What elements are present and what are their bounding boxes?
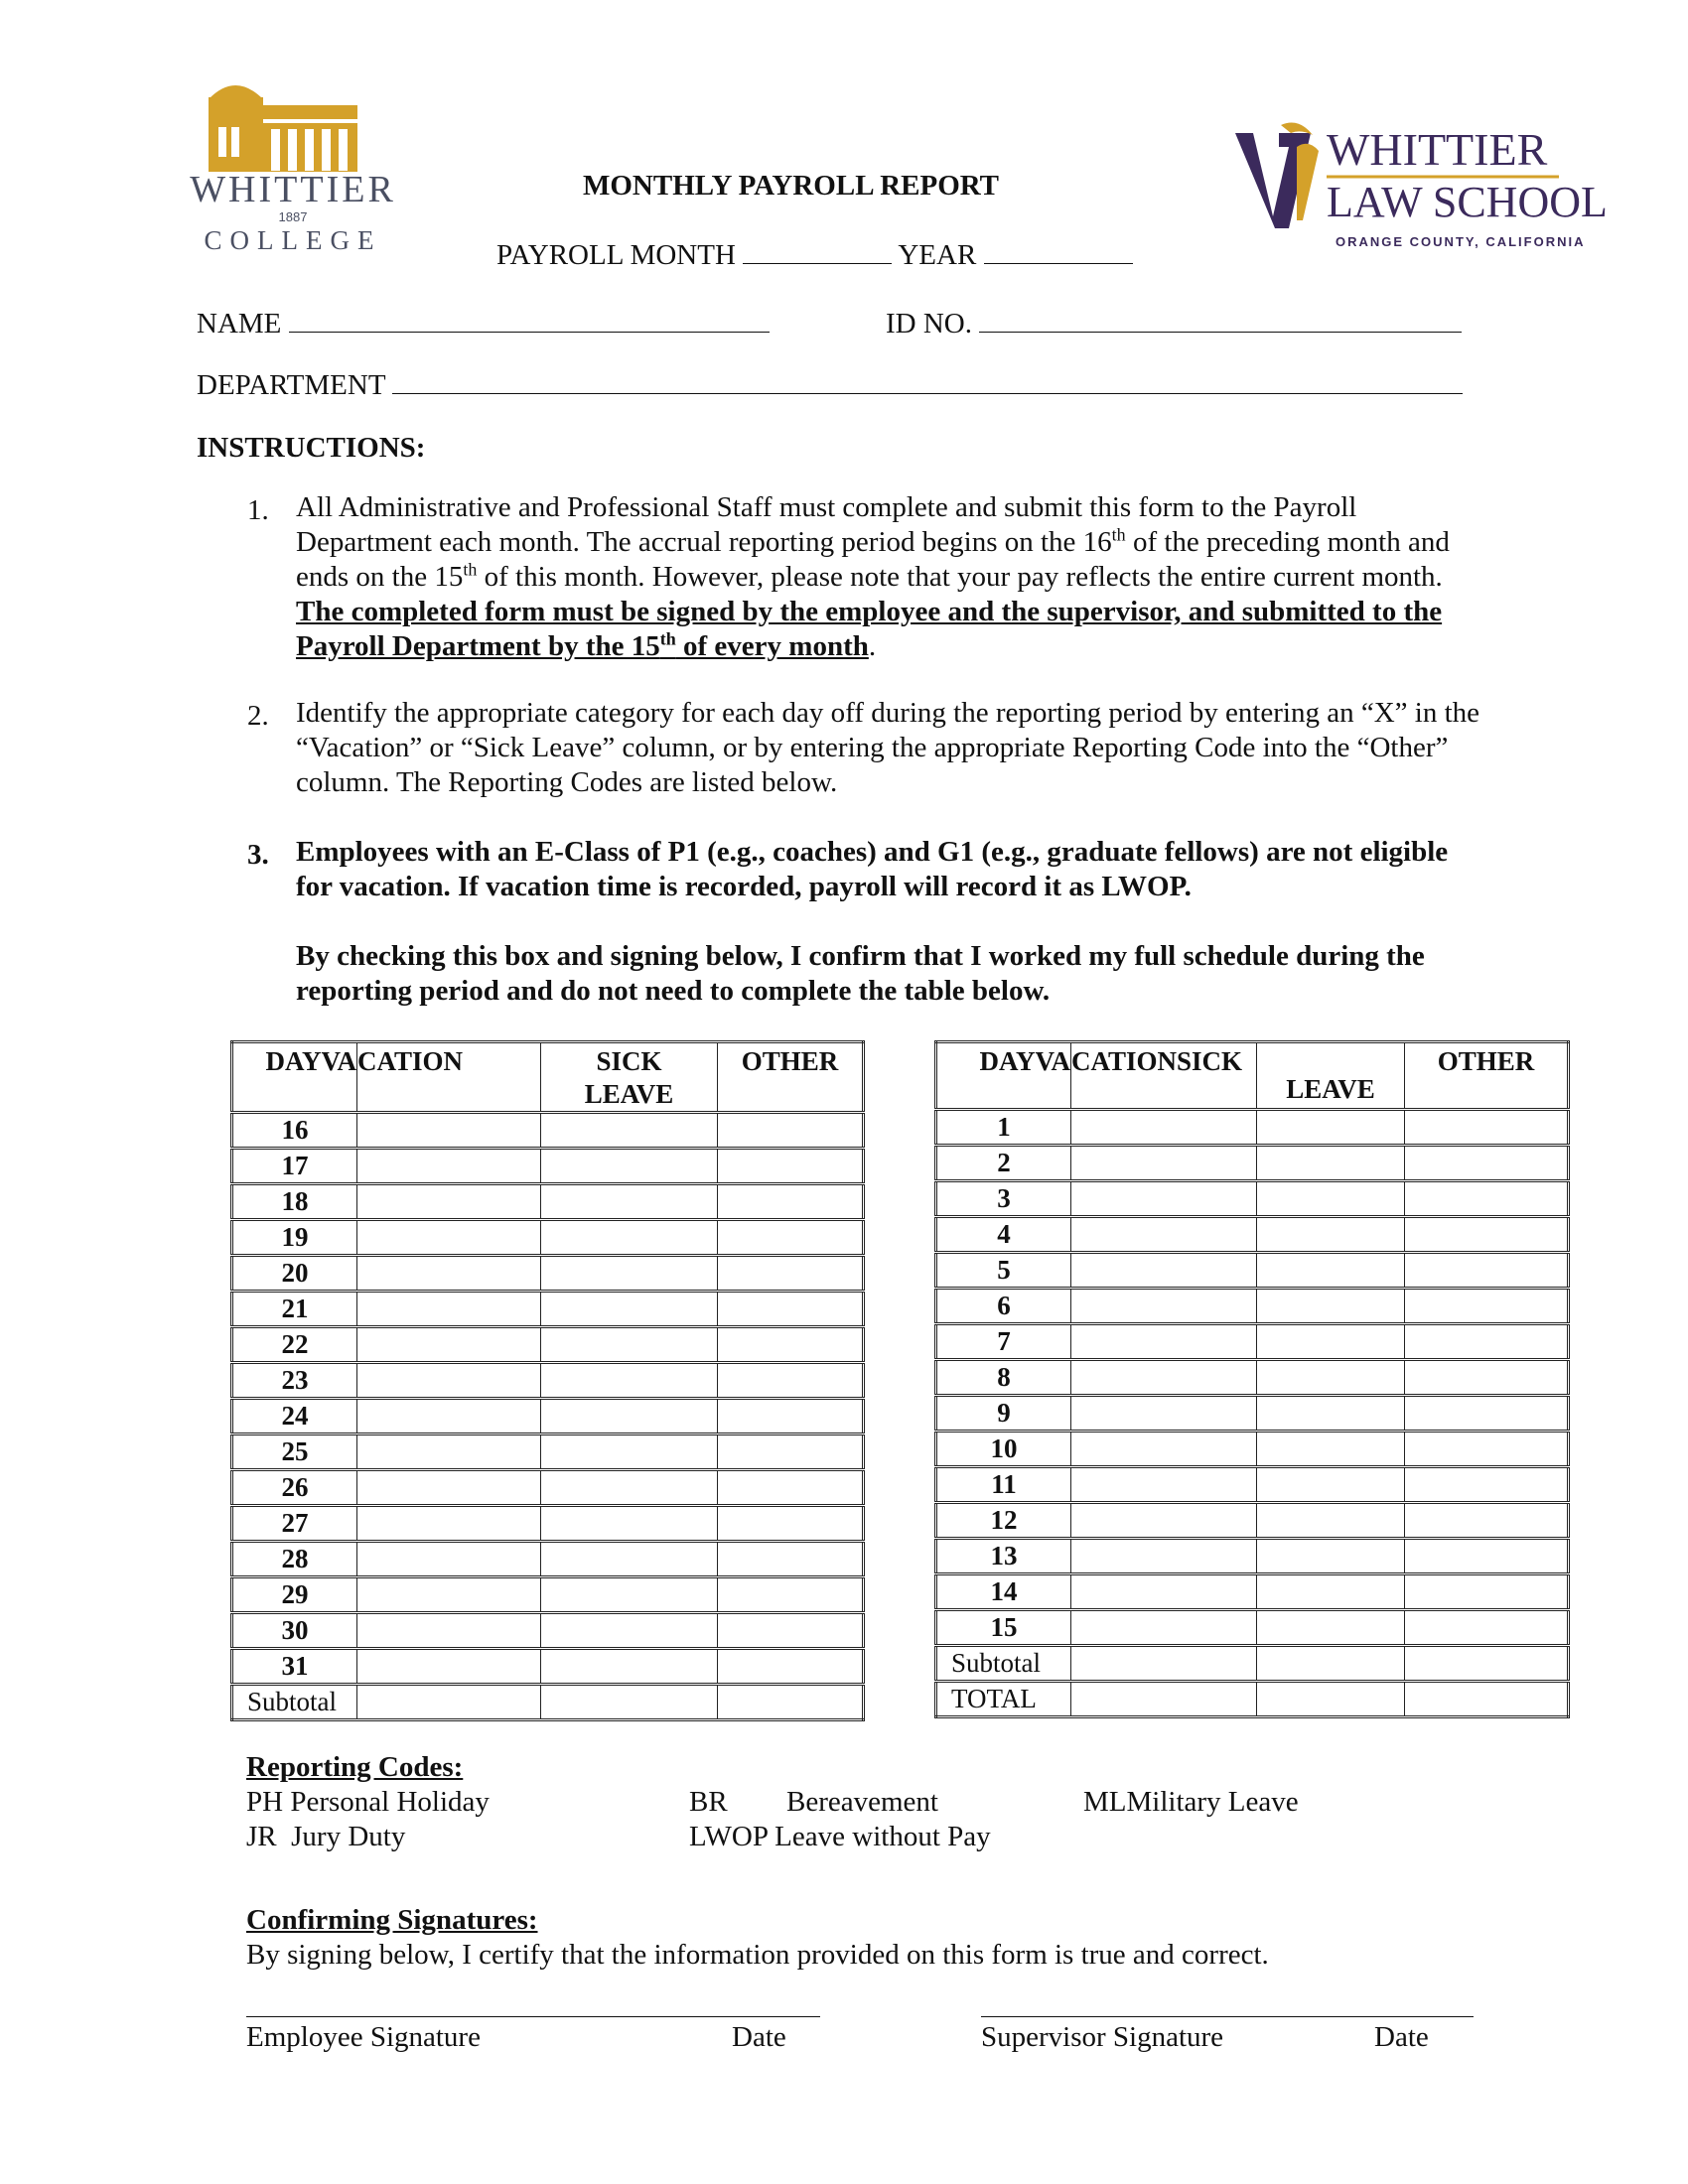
vacation-cell[interactable]: [357, 1542, 541, 1577]
day-number: 31: [232, 1649, 357, 1685]
table-row: [936, 1217, 1569, 1253]
table-header: [936, 1042, 1569, 1110]
day-number: 23: [232, 1363, 357, 1399]
item3-text: Employees with an E-Class of P1 (e.g., coaches) and G1 (e.g., graduate fellows) are not eligible for vacation. If vacation time is recorded, payroll will record it as LWOP.: [296, 836, 1449, 902]
sick-leave-cell[interactable]: [1257, 1360, 1405, 1396]
days-table-right: [934, 1040, 1570, 1718]
reporting-codes-heading: Reporting Codes:: [246, 1751, 464, 1783]
table-row: [936, 1181, 1569, 1217]
other-cell[interactable]: [718, 1542, 864, 1577]
day-number: 5: [936, 1253, 1071, 1289]
day-number: 16: [232, 1113, 357, 1149]
vacation-cell[interactable]: [357, 1327, 541, 1363]
sick-leave-cell[interactable]: [541, 1399, 718, 1434]
day-number: 3: [936, 1181, 1071, 1217]
table-row: [232, 1506, 864, 1542]
id-label: ID NO.: [886, 308, 972, 340]
other-cell[interactable]: [1405, 1646, 1569, 1682]
day-header: DAYVA: [936, 1042, 1071, 1110]
vacation-cell[interactable]: [1071, 1539, 1257, 1574]
table-row: [936, 1467, 1569, 1503]
sick-leave-cell[interactable]: [1257, 1181, 1405, 1217]
day-number: 26: [232, 1470, 357, 1506]
sick-leave-cell[interactable]: [541, 1506, 718, 1542]
other-cell[interactable]: [1405, 1574, 1569, 1610]
other-cell[interactable]: [718, 1113, 864, 1149]
day-number: 6: [936, 1289, 1071, 1324]
table-row: [232, 1220, 864, 1256]
other-cell[interactable]: [718, 1649, 864, 1685]
vacation-cell[interactable]: [357, 1685, 541, 1720]
other-cell[interactable]: [1405, 1181, 1569, 1217]
other-cell[interactable]: [1405, 1682, 1569, 1717]
other-header: OTHER: [1405, 1042, 1569, 1110]
svg-text:ORANGE COUNTY, CALIFORNIA: ORANGE COUNTY, CALIFORNIA: [1336, 234, 1586, 249]
code-br: BR: [689, 1786, 728, 1818]
table-row: [232, 1184, 864, 1220]
day-number: 21: [232, 1292, 357, 1327]
sick-leave-cell[interactable]: [1257, 1503, 1405, 1539]
table-row: [936, 1360, 1569, 1396]
vacation-cell[interactable]: [357, 1292, 541, 1327]
subtotal-row: [232, 1685, 864, 1720]
sick-leave-cell[interactable]: [1257, 1110, 1405, 1146]
sick-leave-cell[interactable]: [541, 1685, 718, 1720]
department-field[interactable]: [392, 371, 1463, 394]
other-cell[interactable]: [1405, 1503, 1569, 1539]
department-row: [197, 368, 1463, 402]
day-number: 18: [232, 1184, 357, 1220]
day-number: 27: [232, 1506, 357, 1542]
vacation-cell[interactable]: [357, 1149, 541, 1184]
department-label: DEPARTMENT: [197, 369, 386, 401]
sick-leave-cell[interactable]: [541, 1292, 718, 1327]
other-cell[interactable]: [1405, 1217, 1569, 1253]
day-number: 19: [232, 1220, 357, 1256]
sick-leave-header: LEAVE: [1257, 1042, 1405, 1110]
other-cell[interactable]: [718, 1220, 864, 1256]
other-header: OTHER: [718, 1042, 864, 1113]
sick-leave-cell[interactable]: [541, 1363, 718, 1399]
table-row: [232, 1577, 864, 1613]
item1-number: 1.: [247, 494, 269, 526]
sick-leave-cell[interactable]: [541, 1256, 718, 1292]
table-header: [232, 1042, 864, 1113]
day-number: 9: [936, 1396, 1071, 1432]
vacation-cell[interactable]: [1071, 1574, 1257, 1610]
table-row: [936, 1289, 1569, 1324]
code-ph: PH Personal Holiday: [246, 1786, 490, 1818]
vacation-cell[interactable]: [1071, 1503, 1257, 1539]
sick-leave-cell[interactable]: [1257, 1289, 1405, 1324]
law-school-emblem-icon: [1235, 123, 1319, 228]
supervisor-signature-label: Supervisor Signature: [981, 2021, 1224, 2053]
table-row: [232, 1399, 864, 1434]
day-number: 7: [936, 1324, 1071, 1360]
vacation-cell[interactable]: [1071, 1289, 1257, 1324]
payroll-month-field[interactable]: [743, 241, 892, 264]
vacation-cell[interactable]: [357, 1184, 541, 1220]
vacation-cell[interactable]: [357, 1613, 541, 1649]
vacation-cell[interactable]: [357, 1649, 541, 1685]
item2-text: Identify the appropriate category for each day off during the reporting period by entering an “X” in the “Vacation” or “Sick Leave” column, or by entering the appropriate Reporting Code into the “Other” column. The Reporting Codes are listed below.: [296, 697, 1480, 798]
row-label: Subtotal: [232, 1685, 357, 1720]
other-cell[interactable]: [1405, 1324, 1569, 1360]
day-number: 24: [232, 1399, 357, 1434]
table-row: [232, 1613, 864, 1649]
other-cell[interactable]: [1405, 1110, 1569, 1146]
whittier-law-school-logo: [1231, 117, 1608, 266]
sick-leave-cell[interactable]: [1257, 1646, 1405, 1682]
name-field[interactable]: [289, 310, 770, 333]
table-row: [936, 1610, 1569, 1646]
day-number: 17: [232, 1149, 357, 1184]
other-cell[interactable]: [718, 1363, 864, 1399]
svg-text:LAW SCHOOL: LAW SCHOOL: [1327, 178, 1608, 226]
item2-number: 2.: [247, 700, 269, 732]
svg-text:1887: 1887: [278, 209, 308, 224]
code-br-text: Bereavement: [786, 1786, 938, 1818]
name-label: NAME: [197, 308, 282, 340]
total-row: [936, 1682, 1569, 1717]
vacation-cell[interactable]: [1071, 1467, 1257, 1503]
vacation-cell[interactable]: [1071, 1682, 1257, 1717]
sick-leave-cell[interactable]: [1257, 1217, 1405, 1253]
day-number: 14: [936, 1574, 1071, 1610]
table-row: [936, 1574, 1569, 1610]
sick-leave-cell[interactable]: [1257, 1432, 1405, 1467]
day-number: 22: [232, 1327, 357, 1363]
sick-leave-cell[interactable]: [541, 1577, 718, 1613]
sick-leave-cell[interactable]: [541, 1434, 718, 1470]
sick-leave-cell[interactable]: [541, 1149, 718, 1184]
table-row: [936, 1253, 1569, 1289]
svg-text:WHITTIER: WHITTIER: [1327, 124, 1548, 175]
name-row: [197, 307, 770, 341]
table-row: [232, 1292, 864, 1327]
college-building-icon: [209, 85, 357, 172]
id-row: [886, 307, 1462, 341]
other-cell[interactable]: [1405, 1467, 1569, 1503]
deadline-notice: The completed form must be signed by the employee and the supervisor, and submitted to the Payroll Department by the 15th of every month: [296, 596, 1443, 662]
other-cell[interactable]: [718, 1577, 864, 1613]
vacation-cell[interactable]: [1071, 1396, 1257, 1432]
table-row: [936, 1539, 1569, 1574]
other-cell[interactable]: [1405, 1146, 1569, 1181]
instructions-heading: INSTRUCTIONS:: [197, 432, 426, 464]
vacation-cell[interactable]: [1071, 1610, 1257, 1646]
day-number: 1: [936, 1110, 1071, 1146]
day-number: 15: [936, 1610, 1071, 1646]
table-row: [936, 1432, 1569, 1467]
other-cell[interactable]: [1405, 1610, 1569, 1646]
year-label: YEAR: [898, 239, 977, 271]
certification-statement: By signing below, I certify that the information provided on this form is true and correct.: [246, 1939, 1269, 1971]
vacation-cell[interactable]: [1071, 1432, 1257, 1467]
subtotal-row: [936, 1646, 1569, 1682]
other-cell[interactable]: [718, 1470, 864, 1506]
other-cell[interactable]: [718, 1506, 864, 1542]
sick-leave-cell[interactable]: [1257, 1467, 1405, 1503]
row-label: Subtotal: [936, 1646, 1071, 1682]
other-cell[interactable]: [718, 1399, 864, 1434]
vacation-cell[interactable]: [1071, 1217, 1257, 1253]
sick-leave-cell[interactable]: [541, 1542, 718, 1577]
table-row: [232, 1434, 864, 1470]
other-cell[interactable]: [1405, 1539, 1569, 1574]
vacation-cell[interactable]: [357, 1256, 541, 1292]
vacation-header: CATIONSICK: [1071, 1042, 1257, 1110]
vacation-cell[interactable]: [357, 1434, 541, 1470]
other-cell[interactable]: [1405, 1432, 1569, 1467]
sick-leave-cell[interactable]: [1257, 1574, 1405, 1610]
vacation-cell[interactable]: [357, 1470, 541, 1506]
code-lwop: LWOP Leave without Pay: [689, 1821, 991, 1852]
row-label: TOTAL: [936, 1682, 1071, 1717]
vacation-cell[interactable]: [357, 1399, 541, 1434]
other-cell[interactable]: [1405, 1253, 1569, 1289]
day-header: DAYVA: [232, 1042, 357, 1113]
day-number: 8: [936, 1360, 1071, 1396]
employee-signature-label: Employee Signature: [246, 2021, 481, 2053]
table-row: [232, 1149, 864, 1184]
whittier-college-logo: [164, 77, 422, 256]
table-row: [232, 1542, 864, 1577]
vacation-cell[interactable]: [357, 1577, 541, 1613]
sick-leave-cell[interactable]: [541, 1220, 718, 1256]
day-number: 20: [232, 1256, 357, 1292]
svg-text:WHITTIER: WHITTIER: [190, 169, 396, 210]
vacation-cell[interactable]: [357, 1506, 541, 1542]
day-number: 13: [936, 1539, 1071, 1574]
table-row: [232, 1256, 864, 1292]
table-row: [936, 1110, 1569, 1146]
table-row: [232, 1363, 864, 1399]
vacation-cell[interactable]: [357, 1363, 541, 1399]
supervisor-signature-line[interactable]: [981, 2016, 1474, 2017]
other-cell[interactable]: [1405, 1289, 1569, 1324]
day-number: 2: [936, 1146, 1071, 1181]
vacation-cell[interactable]: [357, 1220, 541, 1256]
other-cell[interactable]: [718, 1613, 864, 1649]
code-ml: MLMilitary Leave: [1083, 1786, 1299, 1818]
day-number: 10: [936, 1432, 1071, 1467]
full-schedule-confirmation[interactable]: By checking this box and signing below, I confirm that I worked my full schedule during the reporting period and do not need to complete the table below.: [296, 940, 1425, 1007]
page-title: MONTHLY PAYROLL REPORT: [583, 170, 1000, 202]
other-cell[interactable]: [718, 1327, 864, 1363]
vacation-cell[interactable]: [357, 1113, 541, 1149]
item3-number: 3.: [247, 839, 269, 871]
sick-leave-cell[interactable]: [541, 1649, 718, 1685]
vacation-cell[interactable]: [1071, 1324, 1257, 1360]
sick-leave-cell[interactable]: [541, 1613, 718, 1649]
table-row: [936, 1396, 1569, 1432]
day-number: 11: [936, 1467, 1071, 1503]
vacation-cell[interactable]: [1071, 1646, 1257, 1682]
sick-leave-cell[interactable]: [1257, 1682, 1405, 1717]
employee-date-label: Date: [732, 2021, 786, 2053]
day-number: 25: [232, 1434, 357, 1470]
other-cell[interactable]: [718, 1256, 864, 1292]
vacation-cell[interactable]: [1071, 1181, 1257, 1217]
sick-leave-header: SICK LEAVE: [541, 1042, 718, 1113]
supervisor-date-label: Date: [1374, 2021, 1429, 2053]
day-number: 30: [232, 1613, 357, 1649]
sick-leave-cell[interactable]: [541, 1184, 718, 1220]
sick-leave-cell[interactable]: [541, 1113, 718, 1149]
day-number: 4: [936, 1217, 1071, 1253]
table-row: [936, 1503, 1569, 1539]
other-cell[interactable]: [718, 1184, 864, 1220]
vacation-cell[interactable]: [1071, 1253, 1257, 1289]
payroll-month-row: [496, 238, 1133, 272]
other-cell[interactable]: [1405, 1396, 1569, 1432]
vacation-header: CATION: [357, 1042, 541, 1113]
vacation-cell[interactable]: [1071, 1110, 1257, 1146]
days-table-left: [230, 1040, 865, 1721]
sick-leave-cell[interactable]: [1257, 1146, 1405, 1181]
item1-text: All Administrative and Professional Staff must complete and submit this form to the Payroll Department each month. The accrual reporting period begins on the 16th of the preceding month and ends on the 15th of this month. However, please note that your pay reflects the entire current month. The completed form must be signed by the employee and the supervisor, and submitted to the Payroll Department by the 15th of every month.: [296, 491, 1450, 662]
table-row: [232, 1113, 864, 1149]
sick-leave-cell[interactable]: [1257, 1610, 1405, 1646]
sick-leave-cell[interactable]: [1257, 1396, 1405, 1432]
sick-leave-cell[interactable]: [1257, 1539, 1405, 1574]
other-cell[interactable]: [718, 1149, 864, 1184]
other-cell[interactable]: [1405, 1360, 1569, 1396]
payroll-month-label: PAYROLL MONTH: [496, 239, 736, 271]
id-field[interactable]: [979, 310, 1462, 333]
day-number: 12: [936, 1503, 1071, 1539]
sick-leave-cell[interactable]: [1257, 1253, 1405, 1289]
table-row: [232, 1327, 864, 1363]
other-cell[interactable]: [718, 1685, 864, 1720]
table-row: [936, 1146, 1569, 1181]
other-cell[interactable]: [718, 1292, 864, 1327]
employee-signature-line[interactable]: [246, 2016, 820, 2017]
svg-text:COLLEGE: COLLEGE: [204, 225, 382, 255]
sick-leave-cell[interactable]: [541, 1327, 718, 1363]
table-row: [232, 1470, 864, 1506]
day-number: 28: [232, 1542, 357, 1577]
other-cell[interactable]: [718, 1434, 864, 1470]
table-row: [232, 1649, 864, 1685]
code-jr: JR Jury Duty: [246, 1821, 406, 1852]
signatures-heading: Confirming Signatures:: [246, 1904, 538, 1936]
table-row: [936, 1324, 1569, 1360]
sick-leave-cell[interactable]: [541, 1470, 718, 1506]
vacation-cell[interactable]: [1071, 1360, 1257, 1396]
sick-leave-cell[interactable]: [1257, 1324, 1405, 1360]
year-field[interactable]: [984, 241, 1133, 264]
vacation-cell[interactable]: [1071, 1146, 1257, 1181]
day-number: 29: [232, 1577, 357, 1613]
